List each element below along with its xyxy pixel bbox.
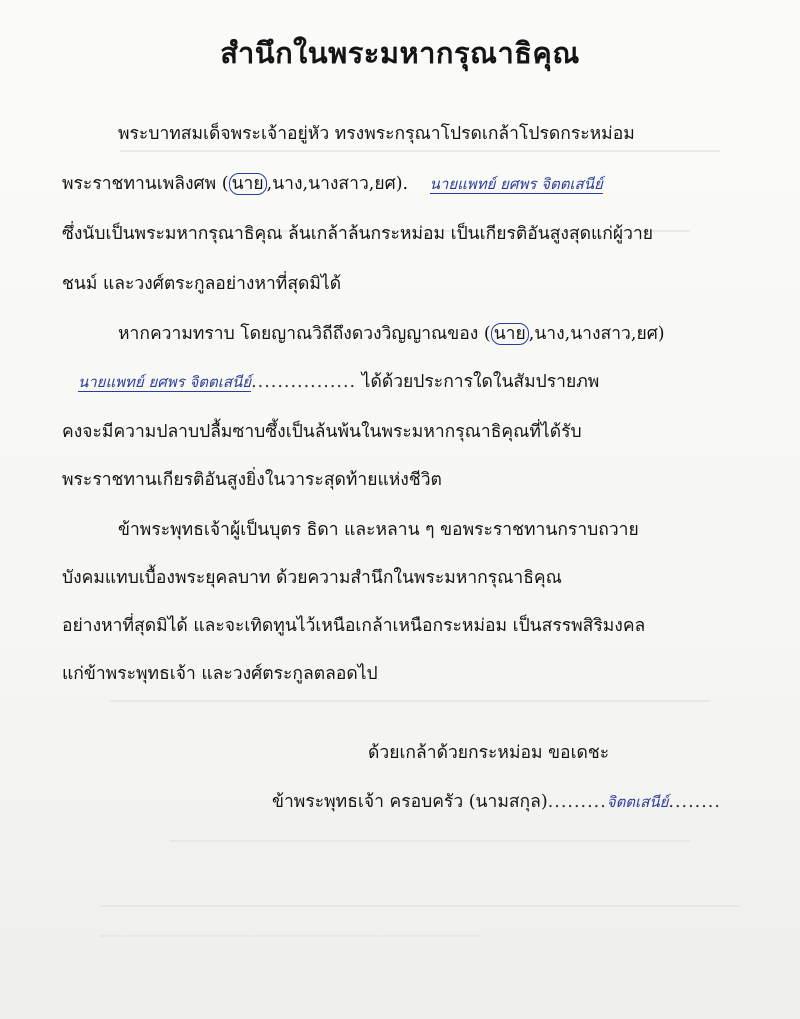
- paragraph-1-line-4: ชนม์ และวงศ์ตระกูลอย่างหาที่สุดมิได้: [62, 274, 342, 294]
- dotted-fill: ........: [668, 792, 721, 812]
- paragraph-2-line-3: คงจะมีความปลาบปลื้มซาบซึ้งเป็นล้นพ้นในพระมหากรุณาธิคุณที่ได้รับ: [62, 422, 582, 442]
- show-through-text: [120, 150, 720, 152]
- text: ได้ด้วยประการใดในสัมปรายภพ: [356, 372, 600, 392]
- text: พระราชทานเพลิงศพ (: [62, 174, 229, 194]
- handwritten-name: นายแพทย์ ยศพร จิตตเสนีย์: [429, 175, 603, 193]
- show-through-text: [170, 840, 690, 842]
- handwritten-surname: จิตตเสนีย์: [606, 793, 669, 811]
- text: ,นาง,นางสาว,ยศ): [528, 324, 665, 344]
- dotted-fill: ................: [251, 372, 357, 392]
- paragraph-2-line-4: พระราชทานเกียรติอันสูงยิ่งในวาระสุดท้ายแห่งชีวิต: [62, 470, 442, 490]
- text: ข้าพระพุทธเจ้า ครอบครัว (นามสกุล): [272, 792, 548, 812]
- text: หากความทราบ โดยญาณวิถีถึงดวงวิญญาณของ (: [118, 324, 491, 344]
- paragraph-3-line-2: บังคมแทบเบื้องพระยุคลบาท ด้วยความสำนึกในพระมหากรุณาธิคุณ: [62, 568, 562, 588]
- page-title: สำนึกในพระมหากรุณาธิคุณ: [220, 36, 580, 70]
- paragraph-2-line-2: [78, 370, 599, 394]
- paragraph-3-line-4: แก่ข้าพระพุทธเจ้า และวงศ์ตระกูลตลอดไป: [62, 664, 378, 684]
- dotted-fill: .........: [547, 792, 607, 812]
- paragraph-3-line-3: อย่างหาที่สุดมิได้ และจะเทิดทูนไว้เหนือเกล้าเหนือกระหม่อม เป็นสรรพสิริมงคล: [62, 616, 646, 636]
- paragraph-3-line-1: ข้าพระพุทธเจ้าผู้เป็นบุตร ธิดา และหลาน ๆ ขอพระราชทานกราบถวาย: [118, 520, 639, 540]
- show-through-text: [100, 935, 480, 937]
- show-through-text: [110, 700, 710, 702]
- show-through-text: [100, 905, 740, 907]
- paragraph-1-line-1: พระบาทสมเด็จพระเจ้าอยู่หัว ทรงพระกรุณาโปรดเกล้าโปรดกระหม่อม: [118, 124, 635, 144]
- paragraph-1-line-2: [62, 172, 603, 196]
- closing-salutation: ด้วยเกล้าด้วยกระหม่อม ขอเดชะ: [368, 743, 610, 763]
- closing-signature-line: [272, 790, 721, 814]
- handwritten-name: นายแพทย์ ยศพร จิตตเสนีย์: [78, 373, 252, 391]
- circled-title: นาย: [229, 173, 267, 195]
- paragraph-2-line-1: [118, 322, 665, 346]
- circled-title: นาย: [491, 323, 529, 345]
- paragraph-1-line-3: ซึ่งนับเป็นพระมหากรุณาธิคุณ ล้นเกล้าล้นกระหม่อม เป็นเกียรติอันสูงสุดแก่ผู้วาย: [62, 224, 654, 244]
- text: ,นาง,นางสาว,ยศ).: [266, 174, 409, 194]
